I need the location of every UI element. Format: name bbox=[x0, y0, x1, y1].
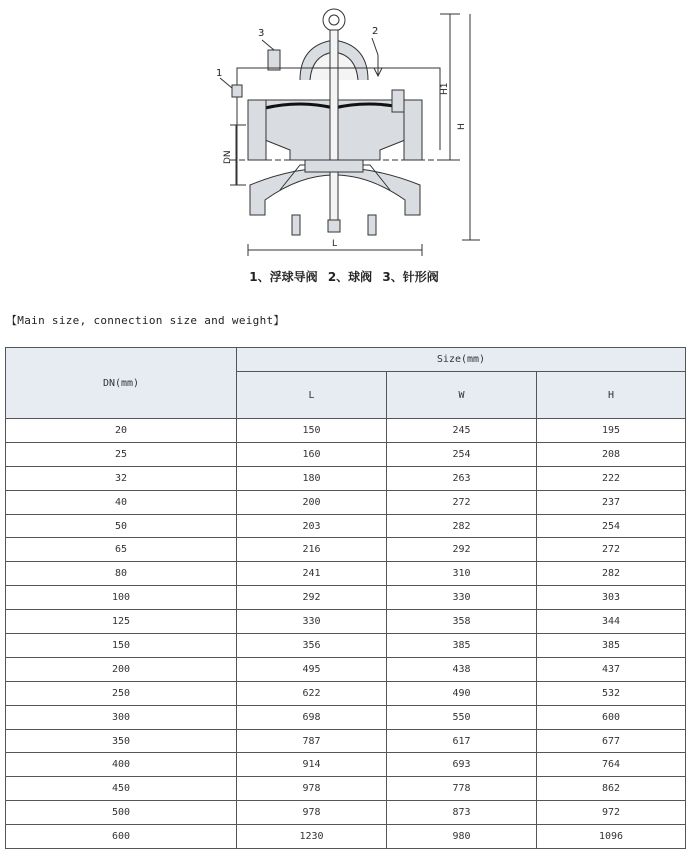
table-row bbox=[6, 538, 686, 562]
cell-l: 356 bbox=[237, 634, 387, 658]
cell-w: 330 bbox=[387, 586, 537, 610]
valve-cross-section-svg bbox=[0, 0, 688, 265]
caption-item: 1、浮球导阀 bbox=[249, 270, 318, 284]
cell-dn: 50 bbox=[6, 514, 237, 538]
cell-l: 200 bbox=[237, 490, 387, 514]
cell-h: 677 bbox=[537, 729, 686, 753]
cell-h: 237 bbox=[537, 490, 686, 514]
cell-dn: 32 bbox=[6, 466, 237, 490]
cell-h: 600 bbox=[537, 705, 686, 729]
cell-l: 978 bbox=[237, 801, 387, 825]
dim-h-label: H bbox=[457, 123, 467, 130]
header-size: Size(mm) bbox=[237, 348, 686, 372]
cell-l: 495 bbox=[237, 657, 387, 681]
cell-h: 282 bbox=[537, 562, 686, 586]
callout-1: 1 bbox=[216, 68, 223, 79]
cell-dn: 25 bbox=[6, 442, 237, 466]
cell-w: 292 bbox=[387, 538, 537, 562]
cell-l: 698 bbox=[237, 705, 387, 729]
cell-w: 693 bbox=[387, 753, 537, 777]
cell-dn: 300 bbox=[6, 705, 237, 729]
table-row bbox=[6, 825, 686, 849]
cell-l: 330 bbox=[237, 610, 387, 634]
table-row bbox=[6, 634, 686, 658]
cell-l: 203 bbox=[237, 514, 387, 538]
callout-3: 3 bbox=[258, 28, 265, 39]
cell-w: 245 bbox=[387, 419, 537, 443]
cell-h: 222 bbox=[537, 466, 686, 490]
header-w: W bbox=[387, 372, 537, 419]
cell-dn: 125 bbox=[6, 610, 237, 634]
table-row bbox=[6, 490, 686, 514]
table-row bbox=[6, 514, 686, 538]
cell-l: 914 bbox=[237, 753, 387, 777]
caption-item: 3、针形阀 bbox=[382, 270, 439, 284]
cell-h: 272 bbox=[537, 538, 686, 562]
cell-l: 216 bbox=[237, 538, 387, 562]
cell-dn: 80 bbox=[6, 562, 237, 586]
cell-dn: 150 bbox=[6, 634, 237, 658]
float-pilot-valve bbox=[232, 85, 242, 97]
cell-dn: 20 bbox=[6, 419, 237, 443]
table-row bbox=[6, 442, 686, 466]
cell-w: 490 bbox=[387, 681, 537, 705]
cell-l: 150 bbox=[237, 419, 387, 443]
cell-w: 438 bbox=[387, 657, 537, 681]
section-title: 【Main size, connection size and weight】 bbox=[6, 314, 285, 327]
cell-h: 344 bbox=[537, 610, 686, 634]
table-row bbox=[6, 801, 686, 825]
cell-w: 282 bbox=[387, 514, 537, 538]
table-row bbox=[6, 419, 686, 443]
size-table bbox=[5, 347, 686, 849]
cell-l: 160 bbox=[237, 442, 387, 466]
cell-h: 972 bbox=[537, 801, 686, 825]
cell-l: 1230 bbox=[237, 825, 387, 849]
figure-caption bbox=[0, 268, 688, 285]
table-body bbox=[6, 419, 686, 849]
cell-l: 292 bbox=[237, 586, 387, 610]
cell-l: 180 bbox=[237, 466, 387, 490]
cell-dn: 200 bbox=[6, 657, 237, 681]
needle-valve bbox=[268, 50, 280, 70]
table-row bbox=[6, 657, 686, 681]
cell-w: 550 bbox=[387, 705, 537, 729]
cell-w: 263 bbox=[387, 466, 537, 490]
table-row bbox=[6, 729, 686, 753]
cell-dn: 65 bbox=[6, 538, 237, 562]
cell-h: 1096 bbox=[537, 825, 686, 849]
table-row bbox=[6, 610, 686, 634]
cell-dn: 450 bbox=[6, 777, 237, 801]
table-row bbox=[6, 466, 686, 490]
valve-drawing bbox=[0, 0, 688, 300]
table-row bbox=[6, 705, 686, 729]
cell-dn: 350 bbox=[6, 729, 237, 753]
cell-w: 980 bbox=[387, 825, 537, 849]
lifting-ring bbox=[323, 9, 345, 31]
table-row bbox=[6, 562, 686, 586]
caption-item: 2、球阀 bbox=[327, 270, 373, 284]
cell-w: 778 bbox=[387, 777, 537, 801]
table-row bbox=[6, 681, 686, 705]
cell-h: 437 bbox=[537, 657, 686, 681]
cell-dn: 600 bbox=[6, 825, 237, 849]
cell-h: 385 bbox=[537, 634, 686, 658]
cell-h: 303 bbox=[537, 586, 686, 610]
cell-l: 241 bbox=[237, 562, 387, 586]
dim-h1-label: H1 bbox=[440, 82, 450, 95]
cell-h: 254 bbox=[537, 514, 686, 538]
table-row bbox=[6, 753, 686, 777]
cell-w: 254 bbox=[387, 442, 537, 466]
cell-dn: 100 bbox=[6, 586, 237, 610]
table-row bbox=[6, 777, 686, 801]
cell-w: 873 bbox=[387, 801, 537, 825]
cell-w: 617 bbox=[387, 729, 537, 753]
dim-l-label: L bbox=[332, 239, 338, 249]
cell-h: 195 bbox=[537, 419, 686, 443]
dim-dn-label: DN bbox=[223, 150, 233, 164]
cell-l: 978 bbox=[237, 777, 387, 801]
cell-dn: 250 bbox=[6, 681, 237, 705]
cell-w: 310 bbox=[387, 562, 537, 586]
cell-w: 358 bbox=[387, 610, 537, 634]
cell-l: 787 bbox=[237, 729, 387, 753]
cell-h: 764 bbox=[537, 753, 686, 777]
cell-w: 272 bbox=[387, 490, 537, 514]
cell-h: 532 bbox=[537, 681, 686, 705]
header-h: H bbox=[537, 372, 686, 419]
cell-dn: 400 bbox=[6, 753, 237, 777]
callout-2: 2 bbox=[372, 26, 379, 37]
cell-dn: 500 bbox=[6, 801, 237, 825]
header-l: L bbox=[237, 372, 387, 419]
cell-h: 208 bbox=[537, 442, 686, 466]
header-dn: DN(mm) bbox=[6, 348, 237, 419]
cell-dn: 40 bbox=[6, 490, 237, 514]
cell-w: 385 bbox=[387, 634, 537, 658]
table-row bbox=[6, 586, 686, 610]
cell-l: 622 bbox=[237, 681, 387, 705]
cell-h: 862 bbox=[537, 777, 686, 801]
